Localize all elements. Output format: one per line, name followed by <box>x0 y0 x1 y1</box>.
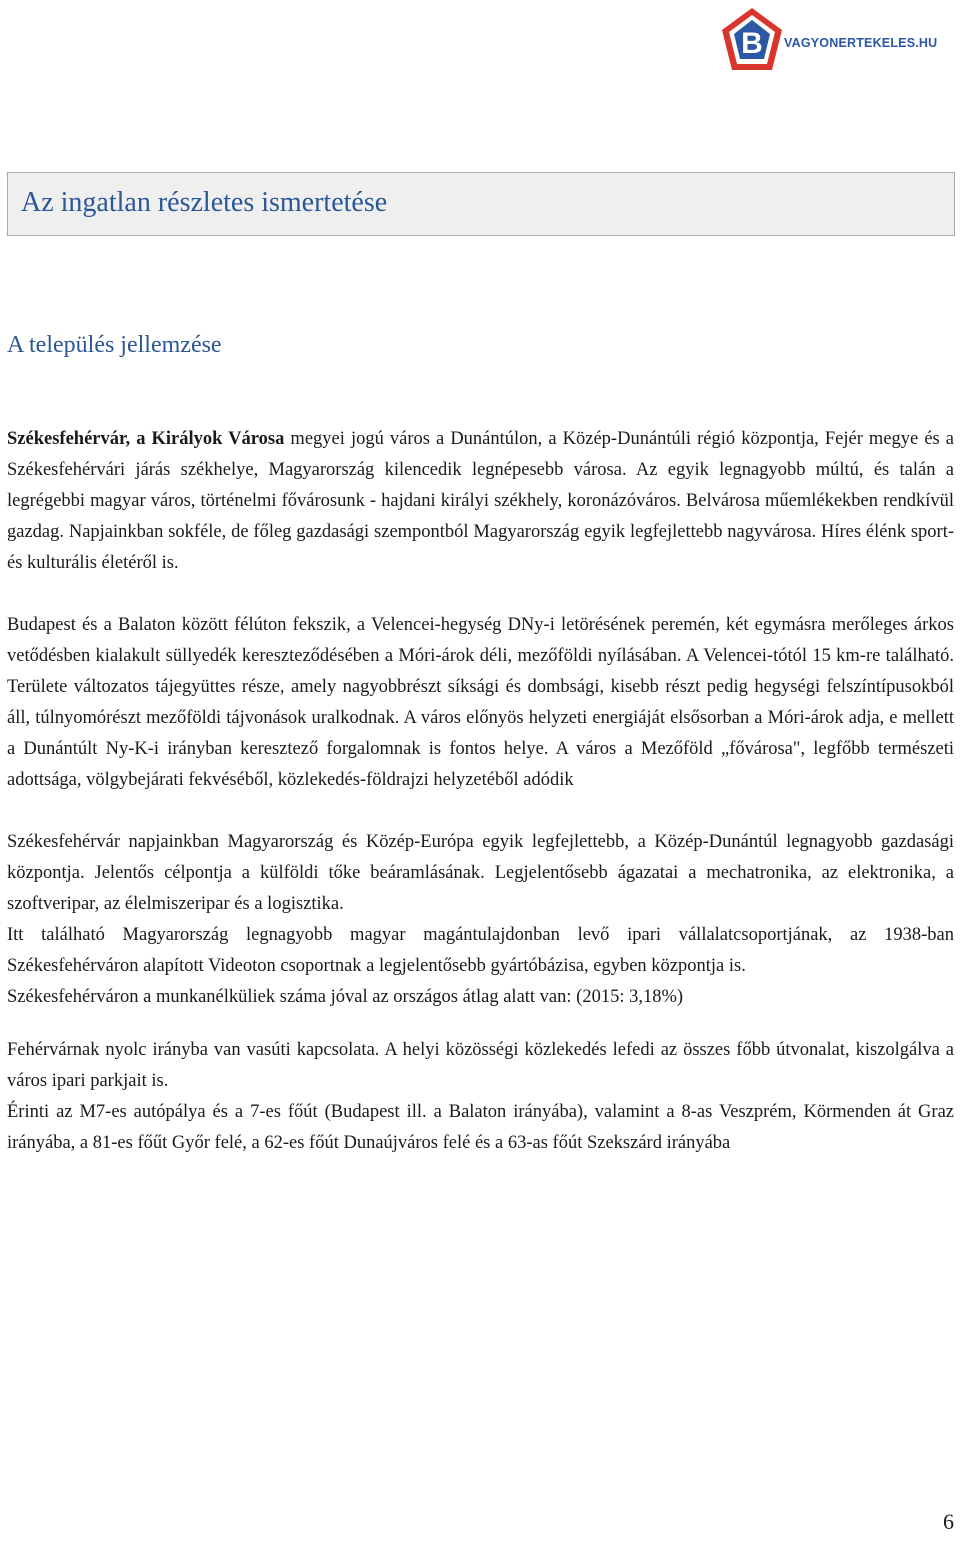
paragraph-geography: Budapest és a Balaton között félúton fekszik, a Velencei-hegység DNy-i letörésének peremén, két egymásra merőleges árkos vetődésben kialakult süllyedék kereszteződésében a Móri-árok déli, mezőföldi nyílásában. A Velencei-tótól 15 km-re található. Területe változatos tájegyüttes része, amely nagyobbrészt síksági és dombsági, kisebb részt pedig hegységi felszíntípusokból áll, túlnyomórészt mezőföldi tájvonások uralkodnak. A város előnyös helyzeti energiáját elsősorban a Móri-árok adja, e mellett a Dunántúlt Ny-K-i irányban keresztező forgalomnak is fontos helye. A város a Mezőföld „fővárosa", legfőbb természeti adottsága, völgybejárati fekvéséből, közlekedés-földrajzi helyzetéből adódik <box>7 615 954 790</box>
logo-letter: B <box>741 27 763 60</box>
logo-text: VAGYONERTEKELES.HU <box>784 36 938 50</box>
house-shield-logo-icon <box>720 6 784 72</box>
paragraph-economy: Székesfehérvár napjainkban Magyarország és Közép-Európa egyik legfejlettebb, a Közép-Dunántúl legnagyobb gazdasági központja. Jelentős célpontja a külföldi tőke beáramlásának. Legjelentősebb ágazatai a mechatronika, az elektronika, a szoftveripar, az élelmiszeripar és a logisztika. <box>7 832 954 914</box>
paragraph-intro <box>7 424 954 579</box>
paragraph-roads: Érinti az M7-es autópálya és a 7-es főút (Budapest ill. a Balaton irányába), valamint a 8-as Veszprém, Körmenden át Graz irányába, a 81-es főűt Győr felé, a 62-es főút Dunaújváros felé és a 63-as főút Szekszárd irányába <box>7 1102 954 1153</box>
body-text <box>7 424 954 1159</box>
paragraph-videoton: Itt található Magyarország legnagyobb magyar magántulajdonban levő ipari vállalatcsoportjának, az 1938-ban Székesfehérváron alapított Videoton csoportnak a legjelentősebb gyártóbázisa, egyben központja is. <box>7 925 954 976</box>
page-number: 6 <box>943 1509 954 1534</box>
section-heading-box <box>7 172 955 236</box>
subsection-title: A település jellemzése <box>7 332 222 358</box>
paragraph-rail: Fehérvárnak nyolc irányba van vasúti kapcsolata. A helyi közösségi közlekedés lefedi az összes főbb útvonalat, kiszolgálva a város ipari parkjait is. <box>7 1040 954 1091</box>
paragraph-intro-text: megyei jogú város a Dunántúlon, a Közép-Dunántúli régió központja, Fejér megye és a Székesfehérvári járás székhelye, Magyarország kilencedik legnépesebb városa. Az egyik legnagyobb múltú, és talán a legrégebbi magyar város, történelmi fővárosunk - hajdani királyi székhely, koronázóváros. Belvárosa műemlékekben rendkívül gazdag. Napjainkban sokféle, de főleg gazdasági szempontból Magyarország egyik legfejlettebb nagyvárosa. Híres élénk sport- és kulturális életéről is. <box>7 429 955 573</box>
site-logo[interactable] <box>720 6 956 74</box>
paragraph-unemployment: Székesfehérváron a munkanélküliek száma jóval az országos átlag alatt van: (2015: 3,18%) <box>7 987 684 1007</box>
paragraph-intro-bold: Székesfehérvár, a Királyok Városa <box>7 429 285 449</box>
section-title: Az ingatlan részletes ismertetése <box>21 187 388 218</box>
